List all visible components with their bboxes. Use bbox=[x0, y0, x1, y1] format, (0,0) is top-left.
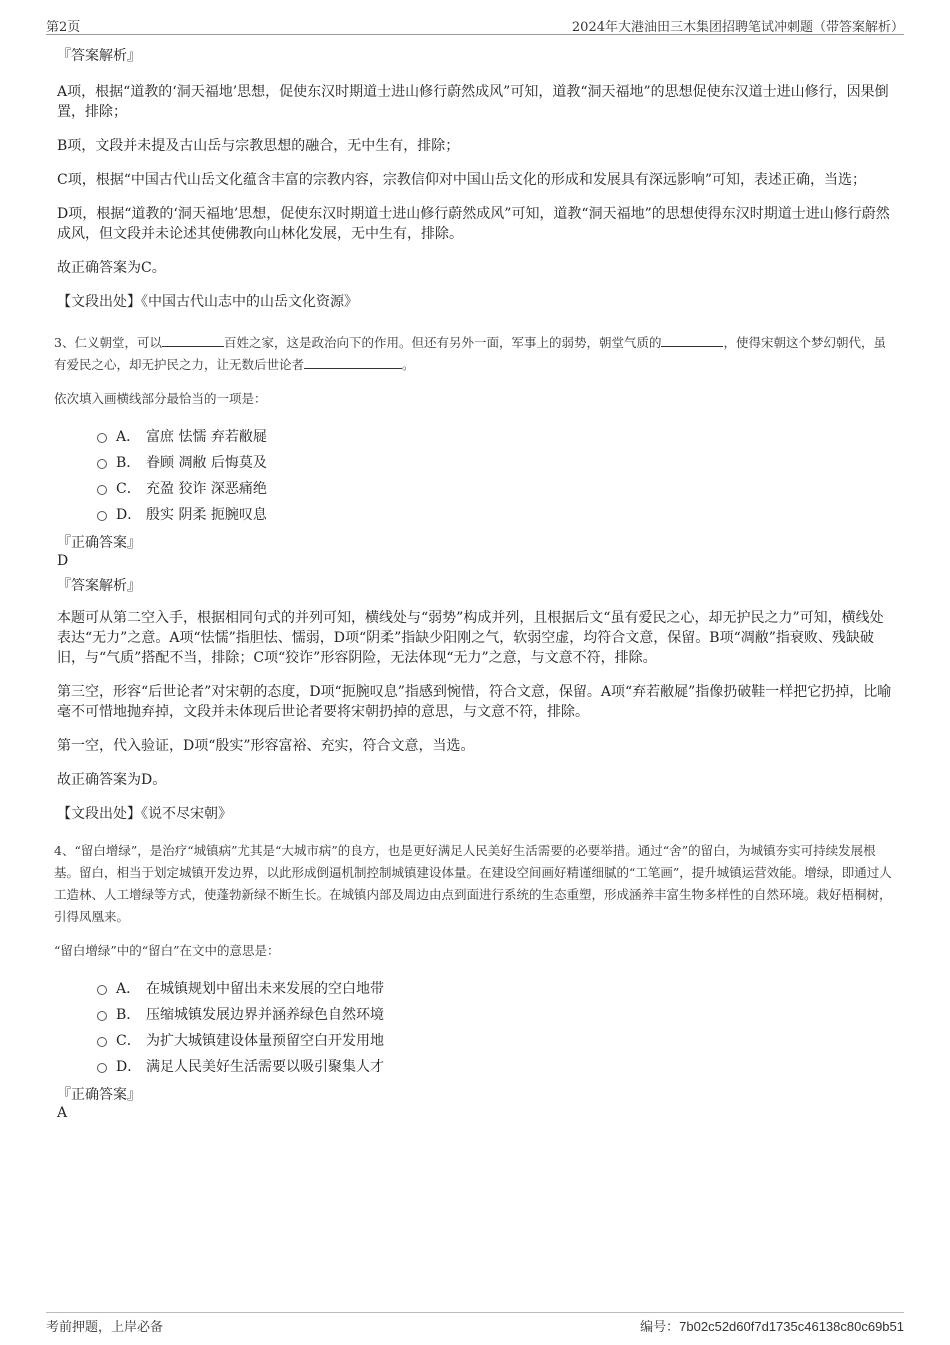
q2-source: 【文段出处】《中国古代山志中的山岳文化资源》 bbox=[57, 294, 358, 310]
q3-source: 【文段出处】《说不尽宋朝》 bbox=[57, 806, 232, 822]
q3-answer: D bbox=[57, 553, 69, 569]
q4-stem: 4、“留白增绿”，是治疗“城镇病”尤其是“大城市病”的良方，也是更好满足人民美好生活需要的必要举措。通过“舍”的留白，为城镇夯实可持续发展根基。留白，相当于划定城镇开发边界，以此形成倒逼机制控制城镇建设体量。在建设空间画好精谨细腻的“工笔画”，提升城镇运营效能。增绿，即通过人工造林、人工增绿等方式，使蓬勃新绿不断生长。在城镇内部及周边由点到面进行系统的生态重塑，形成涵养丰富生物多样性的自然环境。栽好梧桐树，引得凤凰来。 bbox=[54, 843, 892, 924]
radio-icon[interactable] bbox=[97, 985, 107, 995]
q3-prompt: 依次填入画横线部分最恰当的一项是： bbox=[54, 391, 267, 406]
q3-options bbox=[97, 424, 895, 528]
radio-icon[interactable] bbox=[97, 485, 107, 495]
radio-icon[interactable] bbox=[97, 1063, 107, 1073]
q2-analysis-a: A项，根据“道教的‘洞天福地’思想，促使东汉时期道士进山修行蔚然成风”可知，道教“洞天福地”的思想促使东汉道士进山修行，因果倒置，排除； bbox=[57, 84, 889, 120]
page-number: 第2页 bbox=[46, 20, 81, 35]
q3-answer-label: 『正确答案』 bbox=[57, 535, 141, 551]
q4-option-a[interactable]: A． 在城镇规划中留出未来发展的空白地带 bbox=[97, 976, 895, 1002]
blank-2 bbox=[661, 332, 723, 347]
q3-option-b[interactable]: B． 眷顾 凋敝 后悔莫及 bbox=[97, 450, 895, 476]
page-content bbox=[54, 46, 895, 1128]
document-title: 2024年大港油田三木集团招聘笔试冲刺题（带答案解析） bbox=[571, 20, 904, 35]
q2-analysis-d: D项，根据“道教的‘洞天福地’思想，促使东汉时期道士进山修行蔚然成风”可知，道教“洞天福地”的思想使得东汉时期道士进山修行蔚然成风，但文段并未论述其使佛教向山林化发展，无中生有，排除。 bbox=[57, 206, 890, 242]
q3-analysis-3: 第一空，代入验证，D项“殷实”形容富裕、充实，符合文意，当选。 bbox=[57, 738, 475, 754]
q4-option-c[interactable]: C． 为扩大城镇建设体量预留空白开发用地 bbox=[97, 1028, 895, 1054]
radio-icon[interactable] bbox=[97, 511, 107, 521]
page-footer bbox=[46, 1312, 904, 1333]
q4-option-b[interactable]: B． 压缩城镇发展边界并涵养绿色自然环境 bbox=[97, 1002, 895, 1028]
q4-answer: A bbox=[57, 1105, 68, 1121]
q3-conclusion: 故正确答案为D。 bbox=[57, 772, 167, 788]
q2-conclusion: 故正确答案为C。 bbox=[57, 260, 166, 276]
footer-slogan: 考前押题，上岸必备 bbox=[46, 1320, 164, 1335]
q3-analysis-1: 本题可从第二空入手，根据相同句式的并列可知，横线处与“弱势”构成并列，且根据后文“虽有爱民之心，却无护民之力”可知，横线处表达“无力”之意。A项“怯懦”指胆怯、懦弱，D项“阴柔”指缺少阳刚之气，软弱空虚，均符合文意，保留。B项“凋敝”指衰败、残缺破旧，与“气质”搭配不当，排除；C项“狡诈”形容阴险，无法体现“无力”之意，与文意不符，排除。 bbox=[57, 610, 884, 666]
radio-icon[interactable] bbox=[97, 1037, 107, 1047]
q2-analysis-c: C项，根据“中国古代山岳文化蕴含丰富的宗教内容，宗教信仰对中国山岳文化的形成和发展具有深远影响”可知，表述正确，当选； bbox=[57, 172, 867, 188]
q3-option-c[interactable]: C． 充盈 狡诈 深恶痛绝 bbox=[97, 476, 895, 502]
radio-icon[interactable] bbox=[97, 433, 107, 443]
q3-analysis-label: 『答案解析』 bbox=[57, 578, 141, 594]
q3-option-a[interactable]: A． 富庶 怯懦 弃若敝屣 bbox=[97, 424, 895, 450]
q2-analysis-b: B项，文段并未提及古山岳与宗教思想的融合，无中生有，排除； bbox=[57, 138, 460, 154]
radio-icon[interactable] bbox=[97, 459, 107, 469]
q4-prompt: “留白增绿”中的“留白”在文中的意思是： bbox=[54, 943, 280, 958]
q3-stem: 3、仁义朝堂，可以 百姓之家，这是政治向下的作用。但还有另外一面，军事上的弱势，朝堂气质的 ，使得宋朝这个梦幻朝代，虽有爱民之心，却无护民之力，让无数后世论者 。 bbox=[54, 332, 895, 376]
page-header bbox=[46, 14, 904, 35]
q2-analysis-label: 『答案解析』 bbox=[57, 48, 141, 64]
blank-3 bbox=[304, 354, 402, 369]
q4-options bbox=[97, 976, 895, 1080]
q4-option-d[interactable]: D． 满足人民美好生活需要以吸引聚集人才 bbox=[97, 1054, 895, 1080]
blank-1 bbox=[162, 332, 224, 347]
q3-option-d[interactable]: D． 殷实 阴柔 扼腕叹息 bbox=[97, 502, 895, 528]
document-id: 编号：7b02c52d60f7d1735c46138c80c69b51 bbox=[640, 1319, 904, 1334]
q4-answer-label: 『正确答案』 bbox=[57, 1087, 141, 1103]
radio-icon[interactable] bbox=[97, 1011, 107, 1021]
q3-analysis-2: 第三空，形容“后世论者”对宋朝的态度，D项“扼腕叹息”指感到惋惜，符合文意，保留。A项“弃若敝屣”指像扔破鞋一样把它扔掉，比喻毫不可惜地抛弃掉，文段并未体现后世论者要将宋朝扔掉的意思，与文意不符，排除。 bbox=[57, 684, 892, 720]
